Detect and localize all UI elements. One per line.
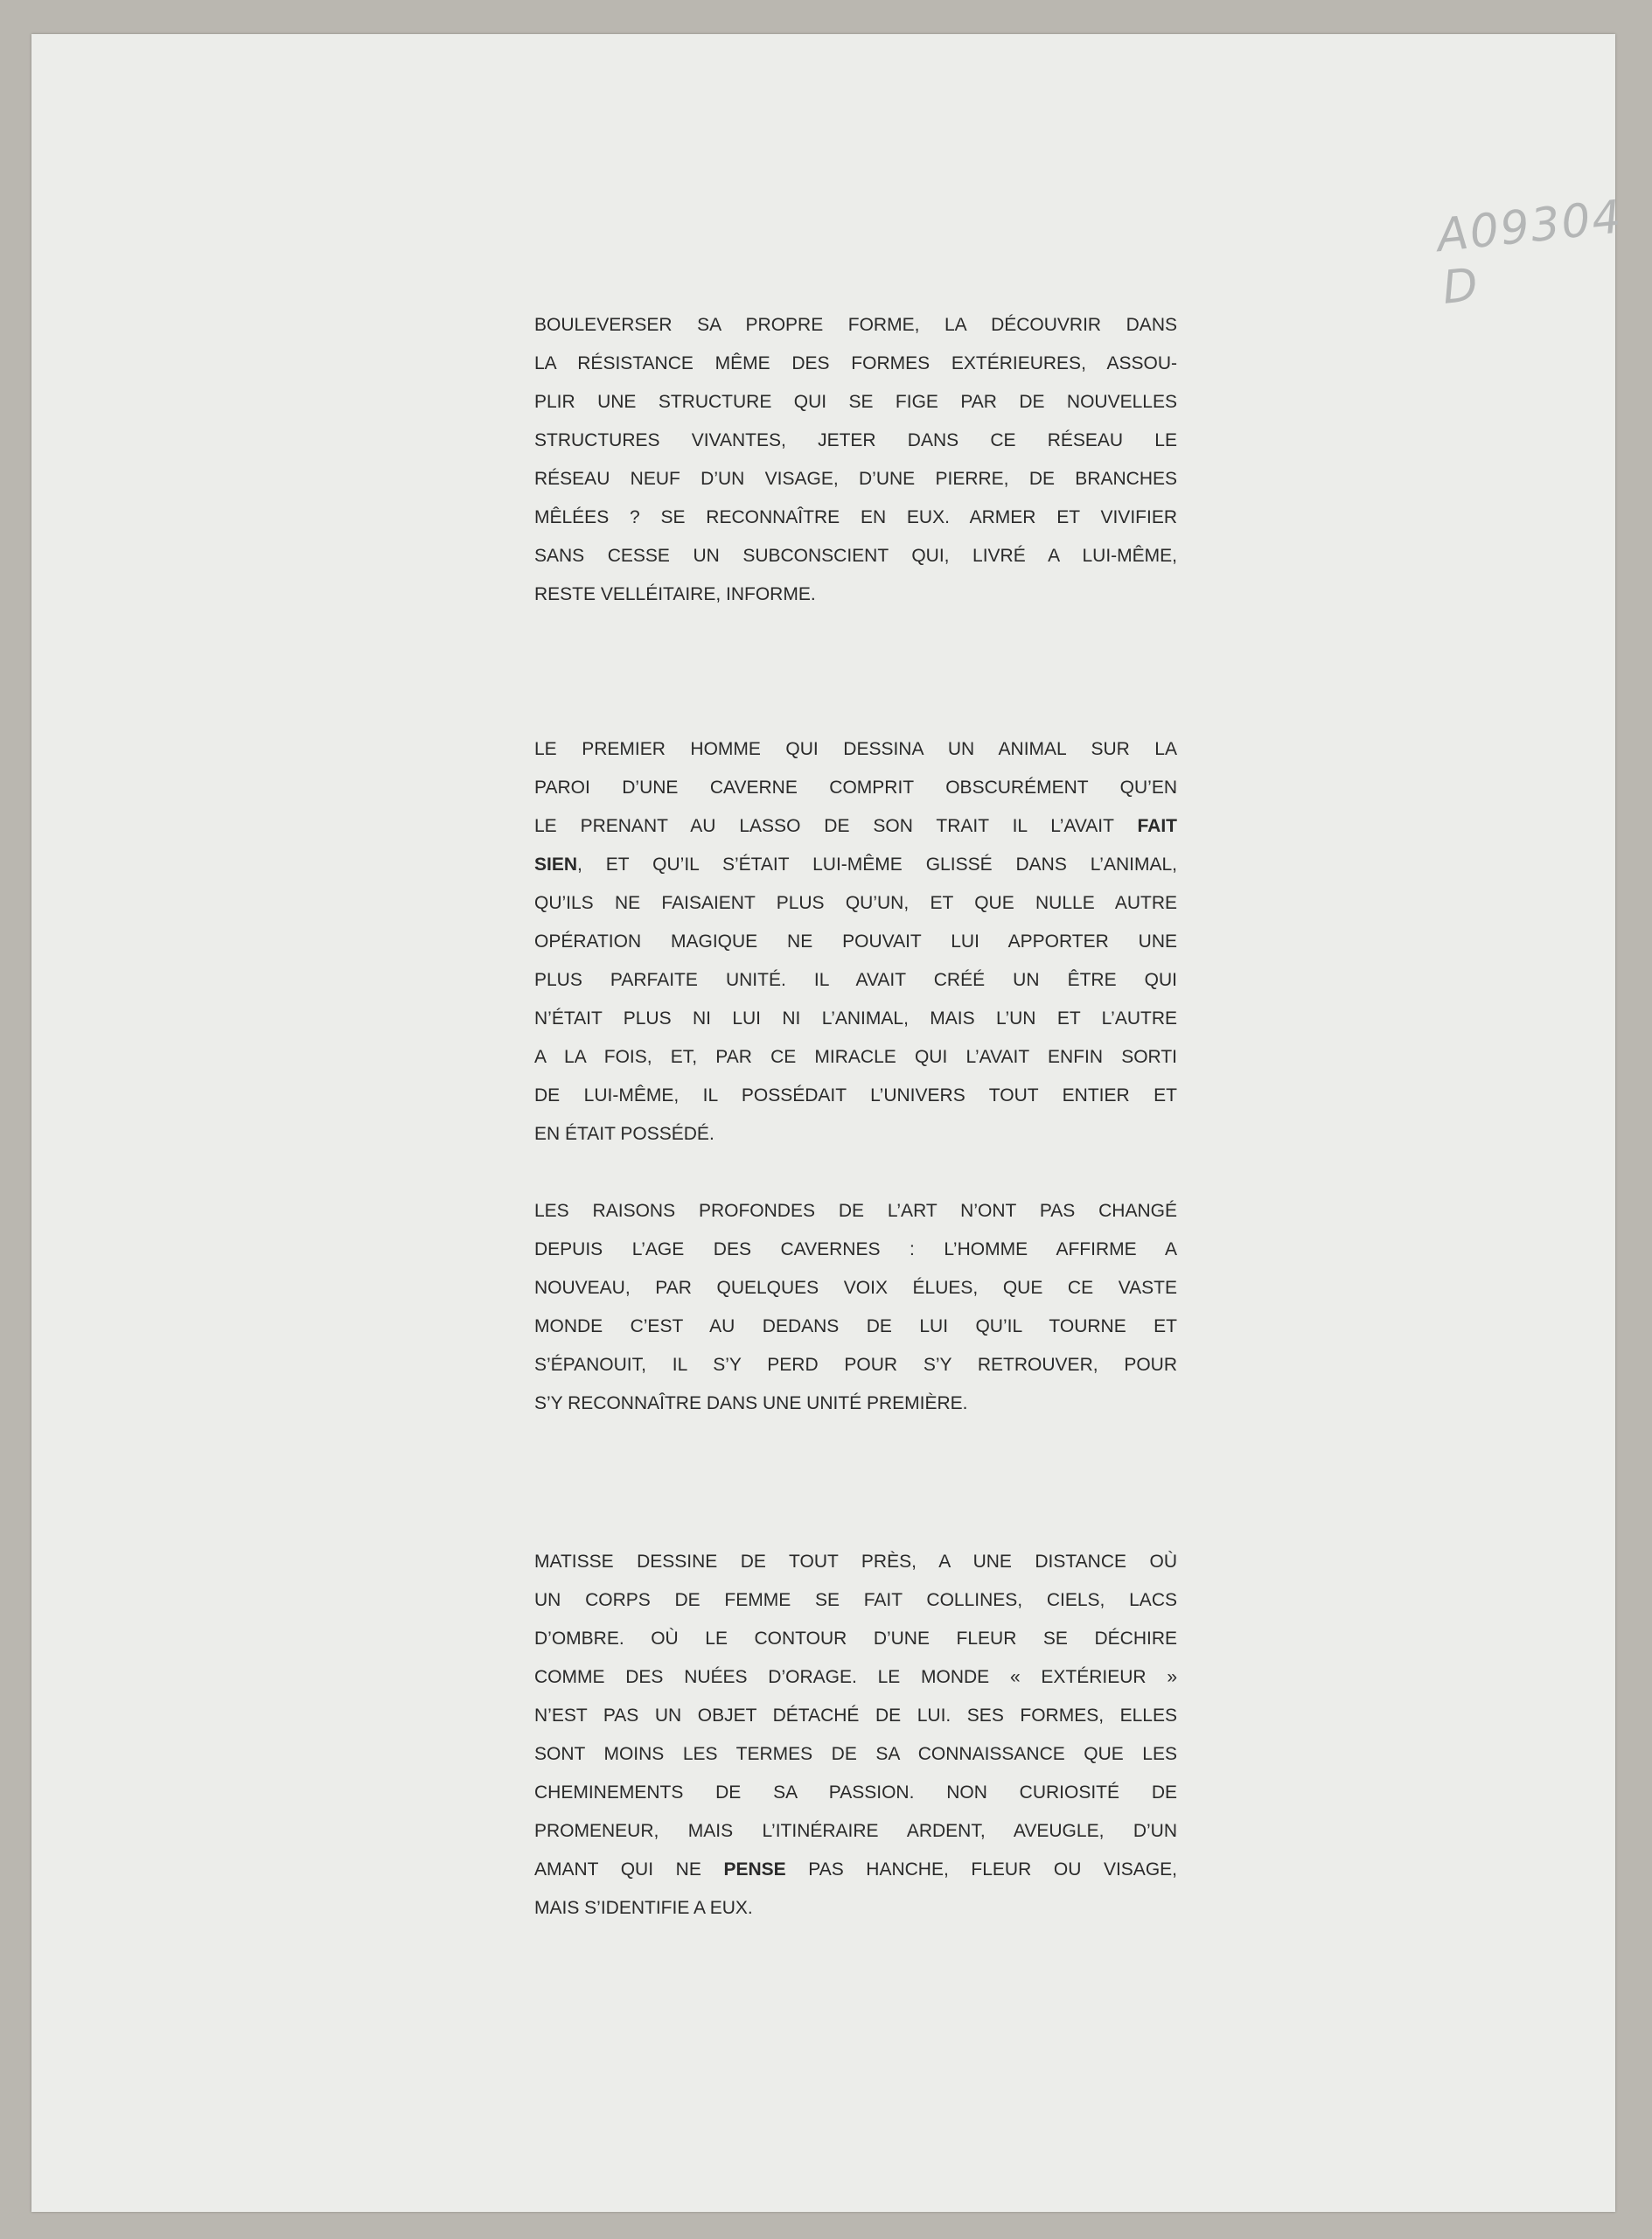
- paragraph-4: [534, 1543, 1177, 1928]
- text-line: [534, 383, 1177, 422]
- text-segment: RÉSEAU NEUF D’UN VISAGE, D’UNE PIERRE, DE BRANCHES: [534, 469, 1177, 489]
- document-page: [31, 34, 1626, 2212]
- text-segment: S’Y RECONNAÎTRE DANS UNE UNITÉ PREMIÈRE.: [534, 1393, 968, 1413]
- text-segment: N’EST PAS UN OBJET DÉTACHÉ DE LUI. SES FORMES, ELLES: [534, 1705, 1177, 1726]
- text-segment: QU’ILS NE FAISAIENT PLUS QU’UN, ET QUE NULLE AUTRE: [534, 893, 1177, 913]
- text-line: [534, 1269, 1177, 1308]
- bold-text: PENSE: [723, 1859, 786, 1880]
- text-line: [534, 884, 1177, 923]
- text-line: [534, 1038, 1177, 1077]
- text-segment: LA RÉSISTANCE MÊME DES FORMES EXTÉRIEURES, ASSOU-: [534, 353, 1177, 373]
- text-line: [534, 923, 1177, 961]
- text-line: [534, 1077, 1177, 1115]
- text-segment: AMANT QUI NE: [534, 1859, 724, 1880]
- text-line: [534, 807, 1177, 846]
- bold-text: FAIT: [1137, 816, 1177, 836]
- text-segment: , ET QU’IL S’ÉTAIT LUI-MÊME GLISSÉ DANS L’ANIMAL,: [577, 854, 1177, 875]
- text-segment: D’OMBRE. OÙ LE CONTOUR D’UNE FLEUR SE DÉCHIRE: [534, 1629, 1177, 1649]
- text-segment: SONT MOINS LES TERMES DE SA CONNAISSANCE QUE LES: [534, 1744, 1177, 1764]
- text-segment: PLUS PARFAITE UNITÉ. IL AVAIT CRÉÉ UN ÊTRE QUI: [534, 970, 1177, 990]
- text-line: [534, 1889, 1177, 1928]
- text-line: [534, 730, 1177, 769]
- text-segment: PAROI D’UNE CAVERNE COMPRIT OBSCURÉMENT QU’EN: [534, 778, 1177, 798]
- text-line: [534, 1774, 1177, 1812]
- text-line: [534, 769, 1177, 807]
- text-segment: PROMENEUR, MAIS L’ITINÉRAIRE ARDENT, AVEUGLE, D’UN: [534, 1821, 1177, 1841]
- text-line: [534, 846, 1177, 884]
- text-segment: NOUVEAU, PAR QUELQUES VOIX ÉLUES, QUE CE VASTE: [534, 1278, 1177, 1298]
- text-line: [534, 422, 1177, 460]
- text-line: [534, 306, 1177, 345]
- text-segment: STRUCTURES VIVANTES, JETER DANS CE RÉSEAU LE: [534, 430, 1177, 450]
- text-line: [534, 1543, 1177, 1581]
- text-segment: LES RAISONS PROFONDES DE L’ART N’ONT PAS CHANGÉ: [534, 1201, 1177, 1221]
- text-segment: COMME DES NUÉES D’ORAGE. LE MONDE « EXTÉRIEUR »: [534, 1667, 1177, 1687]
- handwritten-inventory-number: A09304 D: [1434, 191, 1626, 315]
- bold-text: SIEN: [534, 854, 578, 875]
- text-line: [534, 1346, 1177, 1385]
- text-line: [534, 1000, 1177, 1038]
- text-line: [534, 1231, 1177, 1269]
- text-line: [534, 1115, 1177, 1154]
- text-line: [534, 345, 1177, 383]
- text-line: [534, 1697, 1177, 1735]
- paragraph-3: [534, 1192, 1177, 1423]
- text-line: [534, 1735, 1177, 1774]
- text-segment: DE LUI-MÊME, IL POSSÉDAIT L’UNIVERS TOUT ENTIER ET: [534, 1085, 1177, 1106]
- text-line: [534, 961, 1177, 1000]
- text-segment: S’ÉPANOUIT, IL S’Y PERD POUR S’Y RETROUVER, POUR: [534, 1355, 1177, 1375]
- text-segment: EN ÉTAIT POSSÉDÉ.: [534, 1124, 714, 1144]
- text-segment: RESTE VELLÉITAIRE, INFORME.: [534, 584, 816, 604]
- text-line: [534, 537, 1177, 575]
- text-segment: DEPUIS L’AGE DES CAVERNES : L’HOMME AFFIRME A: [534, 1239, 1177, 1259]
- paragraph-2: [534, 730, 1177, 1154]
- text-segment: MATISSE DESSINE DE TOUT PRÈS, A UNE DISTANCE OÙ: [534, 1552, 1177, 1572]
- text-segment: MONDE C’EST AU DEDANS DE LUI QU’IL TOURNE ET: [534, 1316, 1177, 1336]
- text-segment: A LA FOIS, ET, PAR CE MIRACLE QUI L’AVAIT ENFIN SORTI: [534, 1047, 1177, 1067]
- text-line: [534, 460, 1177, 499]
- text-line: [534, 1581, 1177, 1620]
- text-segment: N’ÉTAIT PLUS NI LUI NI L’ANIMAL, MAIS L’UN ET L’AUTRE: [534, 1008, 1177, 1029]
- text-segment: UN CORPS DE FEMME SE FAIT COLLINES, CIELS, LACS: [534, 1590, 1177, 1610]
- text-segment: MAIS S’IDENTIFIE A EUX.: [534, 1898, 753, 1918]
- text-line: [534, 499, 1177, 537]
- text-line: [534, 1658, 1177, 1697]
- text-segment: OPÉRATION MAGIQUE NE POUVAIT LUI APPORTER UNE: [534, 931, 1177, 952]
- text-line: [534, 1385, 1177, 1423]
- text-segment: BOULEVERSER SA PROPRE FORME, LA DÉCOUVRIR DANS: [534, 315, 1177, 335]
- text-segment: PAS HANCHE, FLEUR OU VISAGE,: [785, 1859, 1177, 1880]
- text-line: [534, 1812, 1177, 1851]
- text-line: [534, 1308, 1177, 1346]
- text-line: [534, 575, 1177, 614]
- paragraph-1: [534, 306, 1177, 614]
- text-line: [534, 1192, 1177, 1231]
- text-segment: PLIR UNE STRUCTURE QUI SE FIGE PAR DE NOUVELLES: [534, 392, 1177, 412]
- text-line: [534, 1851, 1177, 1889]
- text-segment: LE PREMIER HOMME QUI DESSINA UN ANIMAL SUR LA: [534, 739, 1177, 759]
- text-segment: LE PRENANT AU LASSO DE SON TRAIT IL L’AVAIT: [534, 816, 1138, 836]
- text-segment: MÊLÉES ? SE RECONNAÎTRE EN EUX. ARMER ET VIVIFIER: [534, 507, 1177, 527]
- text-segment: CHEMINEMENTS DE SA PASSION. NON CURIOSITÉ DE: [534, 1782, 1177, 1803]
- text-segment: SANS CESSE UN SUBCONSCIENT QUI, LIVRÉ A LUI-MÊME,: [534, 546, 1177, 566]
- text-line: [534, 1620, 1177, 1658]
